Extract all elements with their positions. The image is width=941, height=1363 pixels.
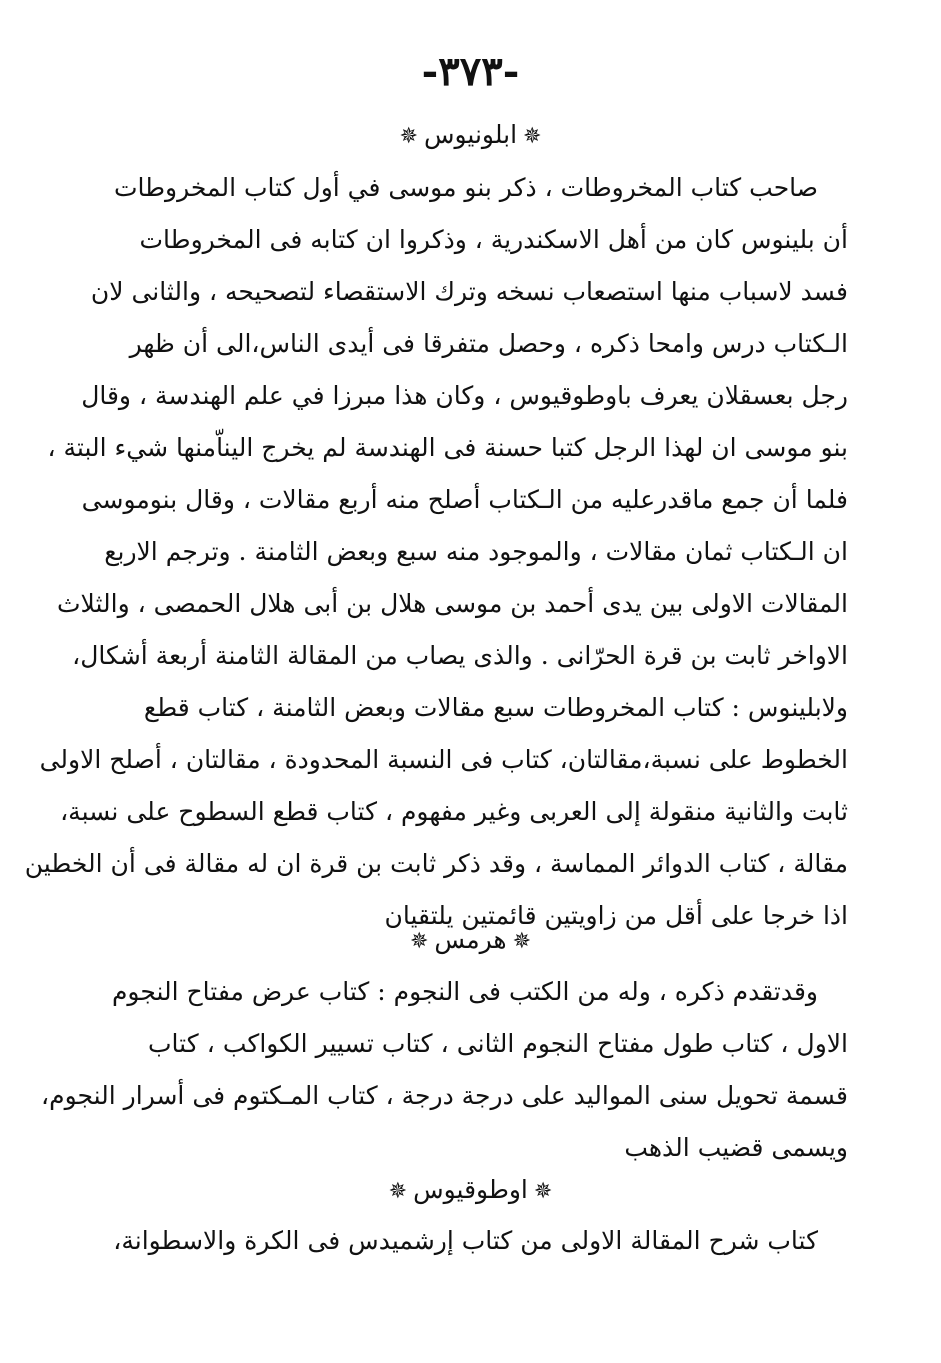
ornament-icon: ✵ [512,929,532,954]
paragraph-eutocius [113,1215,848,1267]
heading-text: ابلونيوس [423,120,518,149]
ornament-icon: ✵ [533,1179,553,1204]
section-heading-apollonius [0,115,941,157]
paragraph-hermes [41,966,848,1174]
text-line: الاول ، كتاب طول مفتاح النجوم الثانى ، كتاب تسيير الكواكب ، كتاب [148,1029,848,1058]
ornament-icon: ✵ [399,124,418,149]
text-line: المقالات الاولى بين يدى أحمد بن موسى هلال بن أبى هلال الحمصى ، والثلاث [57,589,848,618]
text-line: كتاب شرح المقالة الاولى من كتاب إرشميدس فى الكرة والاسطوانة، [113,1226,818,1255]
text-line: ويسمى قضيب الذهب [624,1133,848,1162]
page-number: -٣٧٣- [421,48,520,95]
heading-text: هرمس [434,925,507,954]
paragraph-apollonius [24,162,848,942]
text-line: الـكتاب درس وامحا ذكره ، وحصل متفرقا فى أيدى الناس،الى أن ظهر [129,329,848,358]
text-line: صاحب كتاب المخروطات ، ذكر بنو موسى في أول كتاب المخروطات [113,173,818,202]
ornament-icon: ✵ [388,1179,408,1204]
text-line: فلما أن جمع ماقدرعليه من الـكتاب أصلح منه أربع مقالات ، وقال بنوموسى [81,485,848,514]
text-line: مقالة ، كتاب الدوائر المماسة ، وقد ذكر ثابت بن قرة ان له مقالة فى أن الخطين [24,849,848,878]
heading-text: اوطوقيوس [413,1175,528,1204]
section-heading-eutocius [0,1170,941,1212]
text-line: الخطوط على نسبة،مقالتان، كتاب فى النسبة المحدودة ، مقالتان ، أصلح الاولى [39,745,848,774]
text-line: الاواخر ثابت بن قرة الحرّانى . والذى يصاب من المقالة الثامنة أربعة أشكال، [72,641,848,670]
text-line: رجل بعسقلان يعرف باوطوقيوس ، وكان هذا مبرزا في علم الهندسة ، وقال [81,381,848,410]
text-line: أن بلينوس كان من أهل الاسكندرية ، وذكروا ان كتابه فى المخروطات [139,225,848,254]
ornament-icon: ✵ [523,124,542,149]
text-line: بنو موسى ان لهذا الرجل كتبا حسنة فى الهندسة لم يخرج اليناّمنها شيء البتة ، [47,433,848,462]
section-heading-hermes [0,920,941,962]
text-line: فسد لاسباب منها استصعاب نسخه وترك الاستقصاء لتصحيحه ، والثانى لان [90,277,848,306]
text-line: ثابت والثانية منقولة إلى العربى وغير مفهوم ، كتاب قطع السطوح على نسبة، [60,797,848,826]
text-line: وقدتقدم ذكره ، وله من الكتب فى النجوم : كتاب عرض مفتاح النجوم [111,977,818,1006]
text-line: ان الـكتاب ثمان مقالات ، والموجود منه سبع وبعض الثامنة . وترجم الاربع [104,537,848,566]
ornament-icon: ✵ [409,929,429,954]
text-line: ولابلينوس : كتاب المخروطات سبع مقالات وبعض الثامنة ، كتاب قطع [143,693,848,722]
text-line: قسمة تحويل سنى المواليد على درجة درجة ، كتاب المـكتوم فى أسرار النجوم، [41,1081,848,1110]
text-line: اذا خرجا على أقل من زاويتين قائمتين يلتقيان [384,901,848,930]
